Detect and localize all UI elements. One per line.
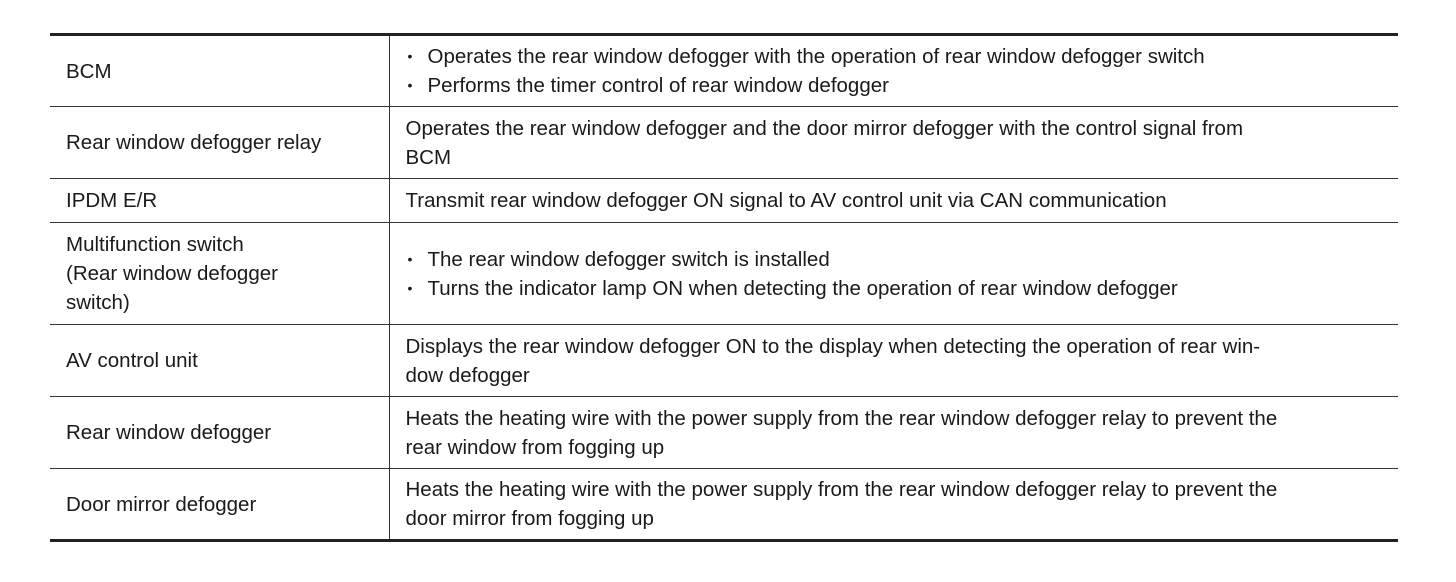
- table-row: [50, 325, 1398, 397]
- function-cell: [389, 107, 1398, 179]
- component-name: IPDM E/R: [66, 189, 158, 212]
- bullet-icon: •: [407, 279, 413, 296]
- function-cell: [389, 223, 1398, 325]
- function-text-line: dow defogger: [405, 363, 530, 387]
- function-text-line: door mirror from fogging up: [405, 507, 654, 530]
- function-text-line: BCM: [405, 145, 452, 169]
- bullet-list: [406, 245, 1387, 303]
- component-cell: [50, 469, 389, 541]
- bullet-icon: •: [407, 77, 413, 93]
- function-cell: [389, 179, 1398, 223]
- list-item: • Operates the rear window defogger with the operation of rear window defogger switch: [406, 42, 1387, 71]
- table-row: [50, 223, 1398, 325]
- list-item: • Performs the timer control of rear window defogger: [406, 71, 1387, 100]
- component-name: Rear window defogger: [66, 421, 272, 444]
- function-cell: [389, 469, 1398, 541]
- function-text-line: Heats the heating wire with the power supply from the rear window defogger relay to prevent the: [405, 478, 1278, 501]
- component-name: Rear window defogger relay: [66, 131, 322, 154]
- function-text-line: Operates the rear window defogger and the door mirror defogger with the control signal from: [405, 116, 1244, 140]
- function-text-line: Transmit rear window defogger ON signal to AV control unit via CAN communication: [405, 189, 1167, 212]
- list-item: • Turns the indicator lamp ON when detecting the operation of rear window defogger: [406, 274, 1387, 303]
- component-cell: [50, 325, 389, 397]
- component-name: AV control unit: [66, 349, 198, 372]
- component-cell: [50, 35, 389, 107]
- table-row: [50, 397, 1398, 469]
- bullet-list: [406, 42, 1387, 100]
- function-cell: [389, 35, 1398, 107]
- component-function-table: [50, 33, 1398, 542]
- bullet-icon: •: [407, 250, 413, 267]
- component-name-line: (Rear window defogger: [66, 262, 278, 285]
- component-name: Door mirror defogger: [66, 492, 257, 516]
- component-name-line: Multifunction switch: [66, 233, 244, 256]
- function-cell: [389, 397, 1398, 469]
- component-cell: [50, 107, 389, 179]
- table-row: [50, 107, 1398, 179]
- function-text-line: Heats the heating wire with the power supply from the rear window defogger relay to prevent the: [405, 406, 1278, 430]
- table-row: [50, 469, 1398, 541]
- bullet-icon: •: [407, 48, 413, 64]
- function-cell: [389, 325, 1398, 397]
- table-row: [50, 35, 1398, 107]
- component-cell: [50, 223, 389, 325]
- table-row: [50, 179, 1398, 223]
- component-cell: [50, 397, 389, 469]
- list-item: • The rear window defogger switch is installed: [406, 245, 1387, 274]
- function-text-line: rear window from fogging up: [405, 435, 665, 459]
- component-name-line: switch): [66, 291, 130, 314]
- component-function-table-wrapper: [50, 33, 1398, 542]
- component-cell: [50, 179, 389, 223]
- component-name: BCM: [66, 59, 112, 83]
- function-text-line: Displays the rear window defogger ON to the display when detecting the operation of rear win-: [405, 334, 1261, 358]
